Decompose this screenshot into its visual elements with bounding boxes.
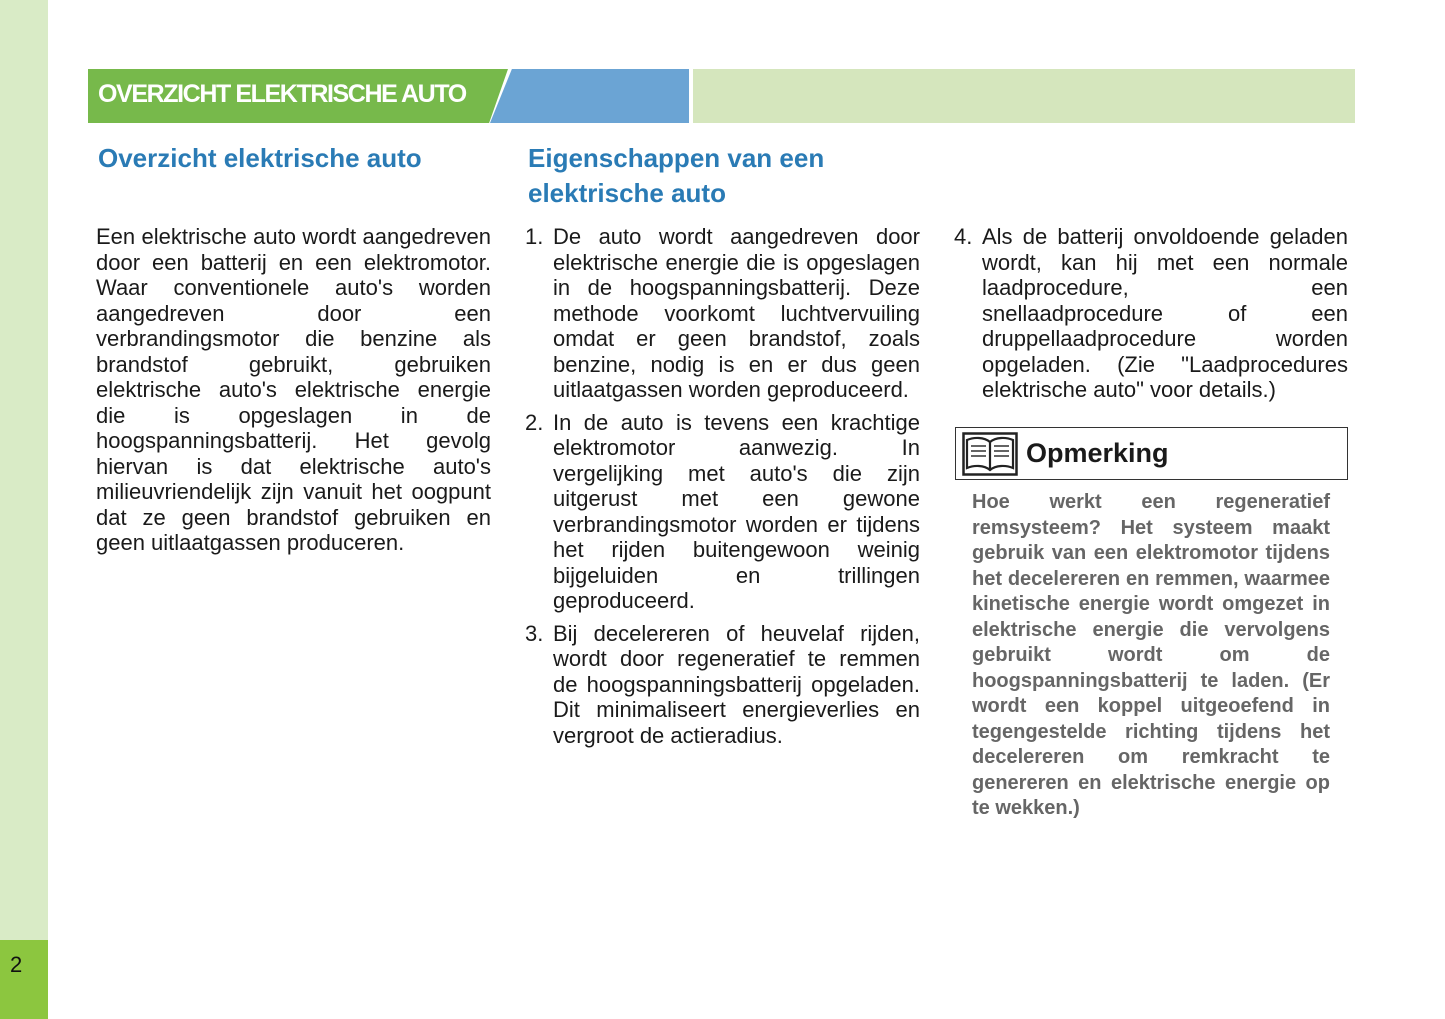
list-item-number: 3. <box>525 620 544 646</box>
list-item-number: 4. <box>954 224 973 249</box>
features-list <box>525 224 920 755</box>
list-item-number: 2. <box>525 409 544 435</box>
list-item-text: Bij decelereren of heuvelaf rijden, wordt door regeneratief te remmen de hoogspanningsbatterij opgeladen. Dit minimaliseert energieverlies en vergroot de actieradius. <box>553 620 920 748</box>
list-item-text: Als de batterij onvoldoende geladen wordt, kan hij met een normale laadprocedure, een snellaadprocedure of een druppellaadprocedure worden opgeladen. (Zie "Laadprocedures elektrische auto" voor details.) <box>982 224 1348 402</box>
list-item <box>525 410 920 614</box>
note-box-header <box>955 427 1348 480</box>
left-column-heading: Overzicht elektrische auto <box>98 143 422 173</box>
note-title: Opmerking <box>1026 438 1169 468</box>
page-number: 2 <box>10 952 23 977</box>
left-column-paragraph: Een elektrische auto wordt aangedreven door een batterij en een elektromotor. Waar conventionele auto's worden aangedreven door een verbrandingsmotor die benzine als brandstof gebruikt, gebruiken elektrische auto's elektrische energie die is opgeslagen in de hoogspanningsbatterij. Het gevolg hiervan is dat elektrische auto's milieuvriendelijk zijn vanuit het oogpunt dat ze geen brandstof gebruiken en geen uitlaatgassen produceren. <box>96 224 491 555</box>
list-item-text: In de auto is tevens een krachtige elektromotor aanwezig. In vergelijking met auto's die zijn uitgerust met een gewone verbrandingsmotor worden er tijdens het rijden buitengewoon weinig bijgeluiden en trillingen geproduceerd. <box>553 409 920 613</box>
book-icon <box>962 432 1018 476</box>
header-banner-blue <box>490 69 689 123</box>
page-side-strip <box>0 0 48 1019</box>
list-item-text: De auto wordt aangedreven door elektrische energie die is opgeslagen in de hoogspanningsbatterij. Deze methode voorkomt luchtvervuiling omdat er geen brandstof, zoals benzine, nodig is en er dus geen uitlaatgassen worden geproduceerd. <box>553 224 920 402</box>
section-header-title: OVERZICHT ELEKTRISCHE AUTO <box>98 80 466 108</box>
header-banner-light <box>693 69 1355 123</box>
middle-column-heading: Eigenschappen van een elektrische auto <box>528 143 825 208</box>
list-item <box>525 621 920 749</box>
features-list-continued <box>954 224 1348 410</box>
list-item <box>954 224 1348 403</box>
list-item <box>525 224 920 403</box>
note-text: Hoe werkt een regeneratief remsysteem? Het systeem maakt gebruik van een elektromotor tijdens het decelereren en remmen, waarmee kinetische energie wordt omgezet in elektrische energie die vervolgens gebruikt wordt om de hoogspanningsbatterij te laden. (Er wordt een koppel uitgeoefend in tegengestelde richting tijdens het decelereren om remkracht te genereren en elektrische energie op te wekken.) <box>972 491 1330 819</box>
list-item-number: 1. <box>525 224 544 249</box>
